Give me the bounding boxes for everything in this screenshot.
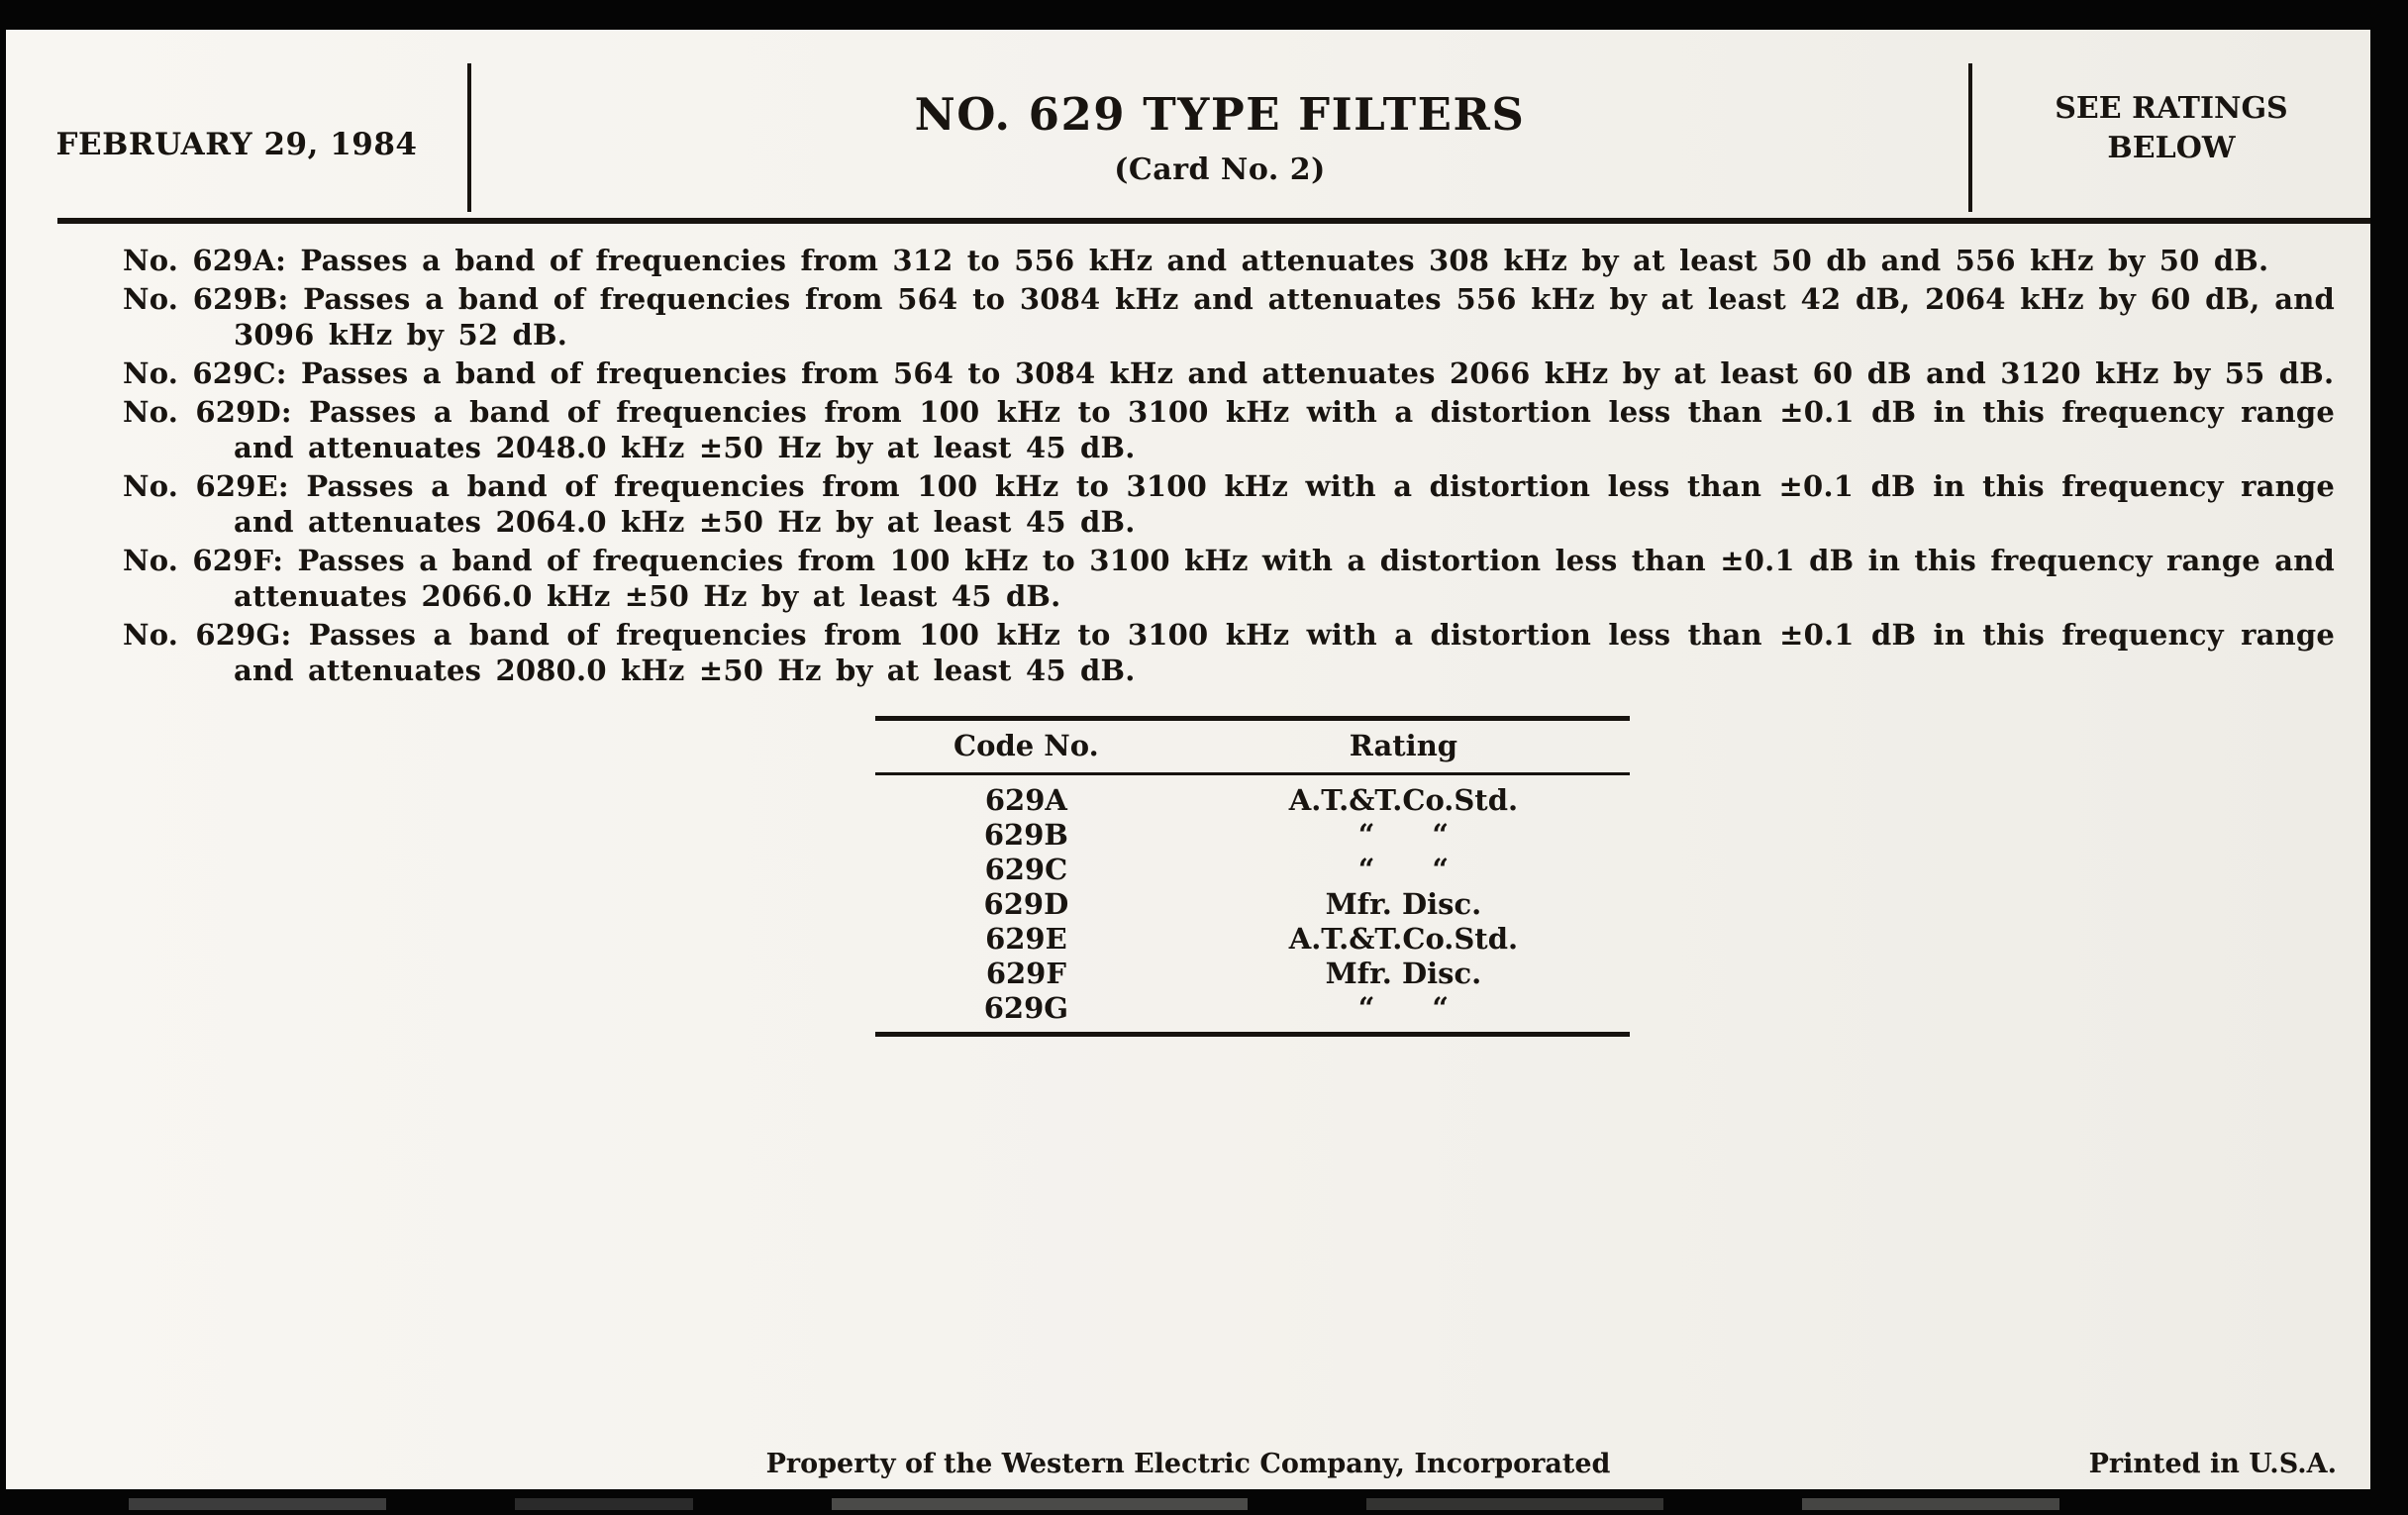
scan-noise (1366, 1498, 1663, 1510)
rating-column-header: Rating (1177, 719, 1630, 774)
code-column-header: Code No. (875, 719, 1177, 774)
rating-cell: “ “ (1357, 818, 1450, 852)
filter-entry-629a (123, 243, 2335, 278)
scan-noise (1802, 1498, 2059, 1510)
card-paper (6, 30, 2370, 1489)
filter-entry-label: No. 629F: (123, 544, 284, 577)
scan-noise (832, 1498, 1248, 1510)
ratings-table-header (875, 719, 1630, 774)
code-cell: 629C (984, 853, 1068, 886)
code-cell: 629G (983, 991, 1069, 1025)
ratings-note-line2: BELOW (2107, 131, 2236, 165)
filter-entry-629f (123, 543, 2335, 614)
table-row (875, 922, 1630, 957)
ratings-table (875, 716, 1630, 1037)
ratings-note-line1: SEE RATINGS (2055, 91, 2288, 126)
table-row (875, 991, 1630, 1035)
rating-cell: Mfr. Disc. (1325, 887, 1482, 921)
table-row (875, 853, 1630, 887)
filter-descriptions (6, 224, 2370, 688)
date-block (6, 63, 467, 212)
filter-entry-text: Passes a band of frequencies from 100 kHz to 3100 kHz with a distortion less than ±0.1 dB in this frequency range and attenuates 2064.0 kHz ±50 Hz by at least 45 dB. (234, 469, 2336, 539)
filter-entry-629e (123, 468, 2335, 540)
filter-entry-label: No. 629B: (123, 282, 289, 316)
table-row (875, 818, 1630, 853)
scan-noise (515, 1498, 693, 1510)
card-date: FEBRUARY 29, 1984 (55, 127, 418, 162)
filter-entry-629b (123, 281, 2335, 353)
code-cell: 629A (984, 783, 1067, 817)
card-title: NO. 629 TYPE FILTERS (914, 88, 1526, 141)
table-header-row (875, 719, 1630, 774)
footer-property-notice: Property of the Western Electric Company, Incorporated (765, 1449, 1611, 1479)
filter-entry-text: Passes a band of frequencies from 312 to 556 kHz and attenuates 308 kHz by at least 50 db and 556 kHz by 50 dB. (300, 244, 2269, 277)
filter-entry-text: Passes a band of frequencies from 100 kHz to 3100 kHz with a distortion less than ±0.1 dB in this frequency range and attenuates 2048.0 kHz ±50 Hz by at least 45 dB. (234, 395, 2335, 464)
filter-entry-label: No. 629A: (123, 244, 287, 277)
filter-entry-label: No. 629D: (123, 395, 292, 429)
filter-entry-label: No. 629G: (123, 618, 292, 652)
filter-entry-text: Passes a band of frequencies from 564 to 3084 kHz and attenuates 2066 kHz by at least 60 dB and 3120 kHz by 55 dB. (300, 356, 2335, 390)
filter-entry-text: Passes a band of frequencies from 564 to 3084 kHz and attenuates 556 kHz by at least 42 dB, 2064 kHz by 60 dB, and 3096 kHz by 52 dB. (234, 282, 2336, 352)
filter-entry-label: No. 629E: (123, 469, 289, 503)
filter-entry-label: No. 629C: (123, 356, 287, 390)
table-row (875, 774, 1630, 819)
scan-noise (129, 1498, 386, 1510)
filter-entry-text: Passes a band of frequencies from 100 kHz to 3100 kHz with a distortion less than ±0.1 dB in this frequency range and attenuates 2066.0 kHz ±50 Hz by at least 45 dB. (234, 544, 2335, 613)
filter-entry-text: Passes a band of frequencies from 100 kHz to 3100 kHz with a distortion less than ±0.1 dB in this frequency range and attenuates 2080.0 kHz ±50 Hz by at least 45 dB. (234, 618, 2336, 687)
rating-cell: A.T.&T.Co.Std. (1288, 783, 1519, 817)
code-cell: 629E (985, 922, 1067, 956)
filter-entry-629c (123, 355, 2335, 391)
rating-cell: “ “ (1357, 853, 1450, 886)
rating-cell: A.T.&T.Co.Std. (1288, 922, 1519, 956)
table-row (875, 887, 1630, 922)
card-header (6, 63, 2370, 212)
footer-printed-in: Printed in U.S.A. (2088, 1449, 2337, 1479)
code-cell: 629B (983, 818, 1068, 852)
card-subtitle: (Card No. 2) (1114, 152, 1326, 187)
table-row (875, 957, 1630, 991)
rating-cell: Mfr. Disc. (1325, 957, 1482, 990)
code-cell: 629F (985, 957, 1066, 990)
title-block (467, 63, 1972, 212)
rating-cell: “ “ (1357, 991, 1450, 1025)
ratings-table-body (875, 774, 1630, 1035)
filter-entry-629d (123, 394, 2335, 465)
ratings-note (1972, 63, 2370, 212)
filter-entry-629g (123, 617, 2335, 688)
code-cell: 629D (983, 887, 1069, 921)
